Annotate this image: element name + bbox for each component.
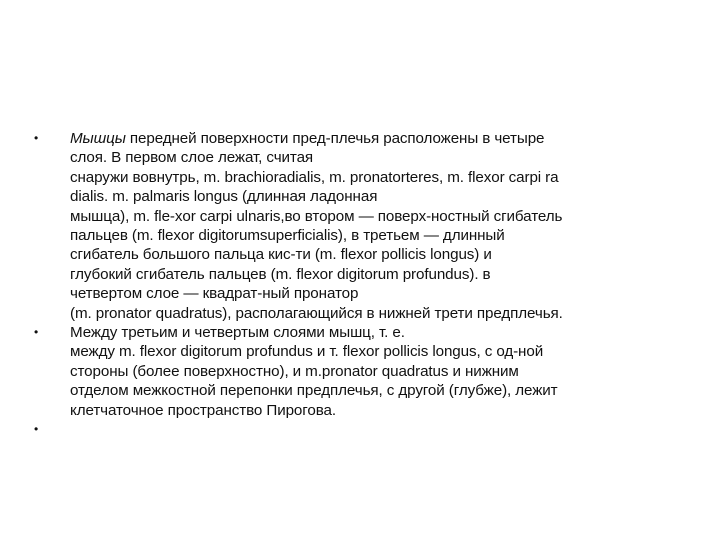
bullet-item-3 — [34, 420, 694, 439]
text-segment: передней поверхности пред-плечья расположены в четыре — [125, 130, 545, 147]
text-line: глубокий сгибатель пальцев (m. flexor digitorum profundus). в — [70, 265, 491, 283]
text-line: стороны (более поверхностно), и m.pronator quadratus и нижним — [70, 362, 519, 380]
bullet-list — [34, 129, 694, 440]
text-line: Между третьим и четвертым слоями мышц, т. е. — [70, 324, 405, 342]
text-line: dialis. m. palmaris longus (длинная ладонная — [70, 188, 378, 206]
text-line: пальцев (m. flexor digitorumsuperficialis), в третьем — длинный — [70, 227, 505, 245]
text-line: сгибатель большого пальца кис-ти (m. flexor pollicis longus) и — [70, 246, 492, 264]
bullet-dot: • — [34, 422, 39, 437]
italic-term: Мышцы — [70, 130, 126, 147]
text-line: мышца), m. fle-xor carpi ulnaris,во втором — поверх-ностный сгибатель — [70, 207, 563, 225]
text-line: отделом межкостной перепонки предплечья, с другой (глубже), лежит — [70, 382, 558, 400]
text-line — [70, 129, 694, 148]
text-line: (m. pronator quadratus), располагающийся в нижней трети предплечья. — [70, 304, 563, 322]
text-line: четвертом слое — квадрат-ный пронатор — [70, 285, 359, 303]
text-line: снаружи вовнутрь, m. brachioradialis, m. pronatorteres, m. flexor carpi ra — [70, 168, 559, 186]
bullet-item-1 — [34, 129, 694, 323]
empty-line — [70, 420, 694, 439]
text-line: слоя. В первом слое лежат, считая — [70, 149, 314, 167]
text-line: между m. flexor digitorum profundus и т. flexor pollicis longus, с од-ной — [70, 343, 544, 361]
bullet-dot: • — [34, 131, 39, 145]
bullet-item-2 — [34, 323, 694, 420]
bullet-dot: • — [34, 325, 39, 340]
text-line: клетчаточное пространство Пирогова. — [70, 401, 336, 419]
